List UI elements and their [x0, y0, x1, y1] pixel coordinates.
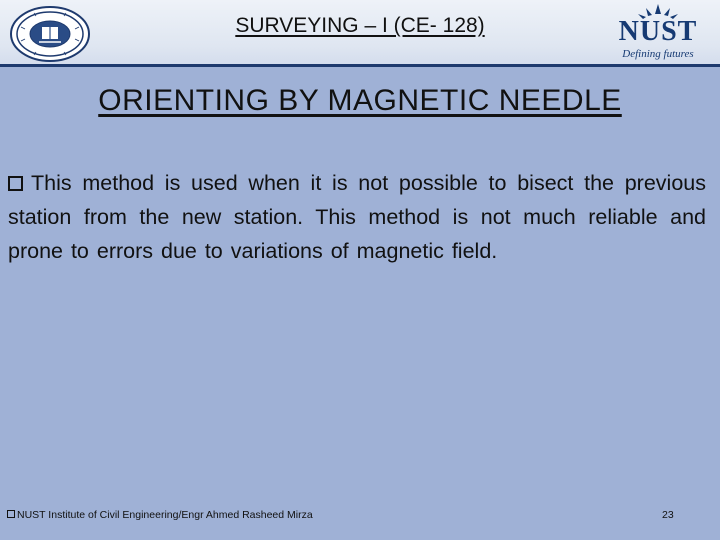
footer-credit [7, 509, 313, 521]
header-divider [0, 64, 720, 67]
nust-tagline: Defining futures [622, 48, 694, 60]
footer-bullet-icon [7, 510, 15, 518]
bullet-paragraph [8, 166, 706, 268]
slide-title: ORIENTING BY MAGNETIC NEEDLE [98, 84, 622, 117]
page-number: 23 [662, 509, 674, 521]
bullet-text: This method is used when it is not possible to bisect the previous station from the new station. This method is not much reliable and prone to errors due to variations of magnetic field. [8, 171, 706, 263]
nust-wordmark: NUST [618, 16, 698, 47]
footer-credit-text: NUST Institute of Civil Engineering/Engr Ahmed Rasheed Mirza [17, 509, 313, 521]
university-seal-icon [9, 5, 91, 63]
course-title: SURVEYING – I (CE- 128) [235, 14, 485, 37]
checkbox-bullet-icon [8, 176, 23, 191]
